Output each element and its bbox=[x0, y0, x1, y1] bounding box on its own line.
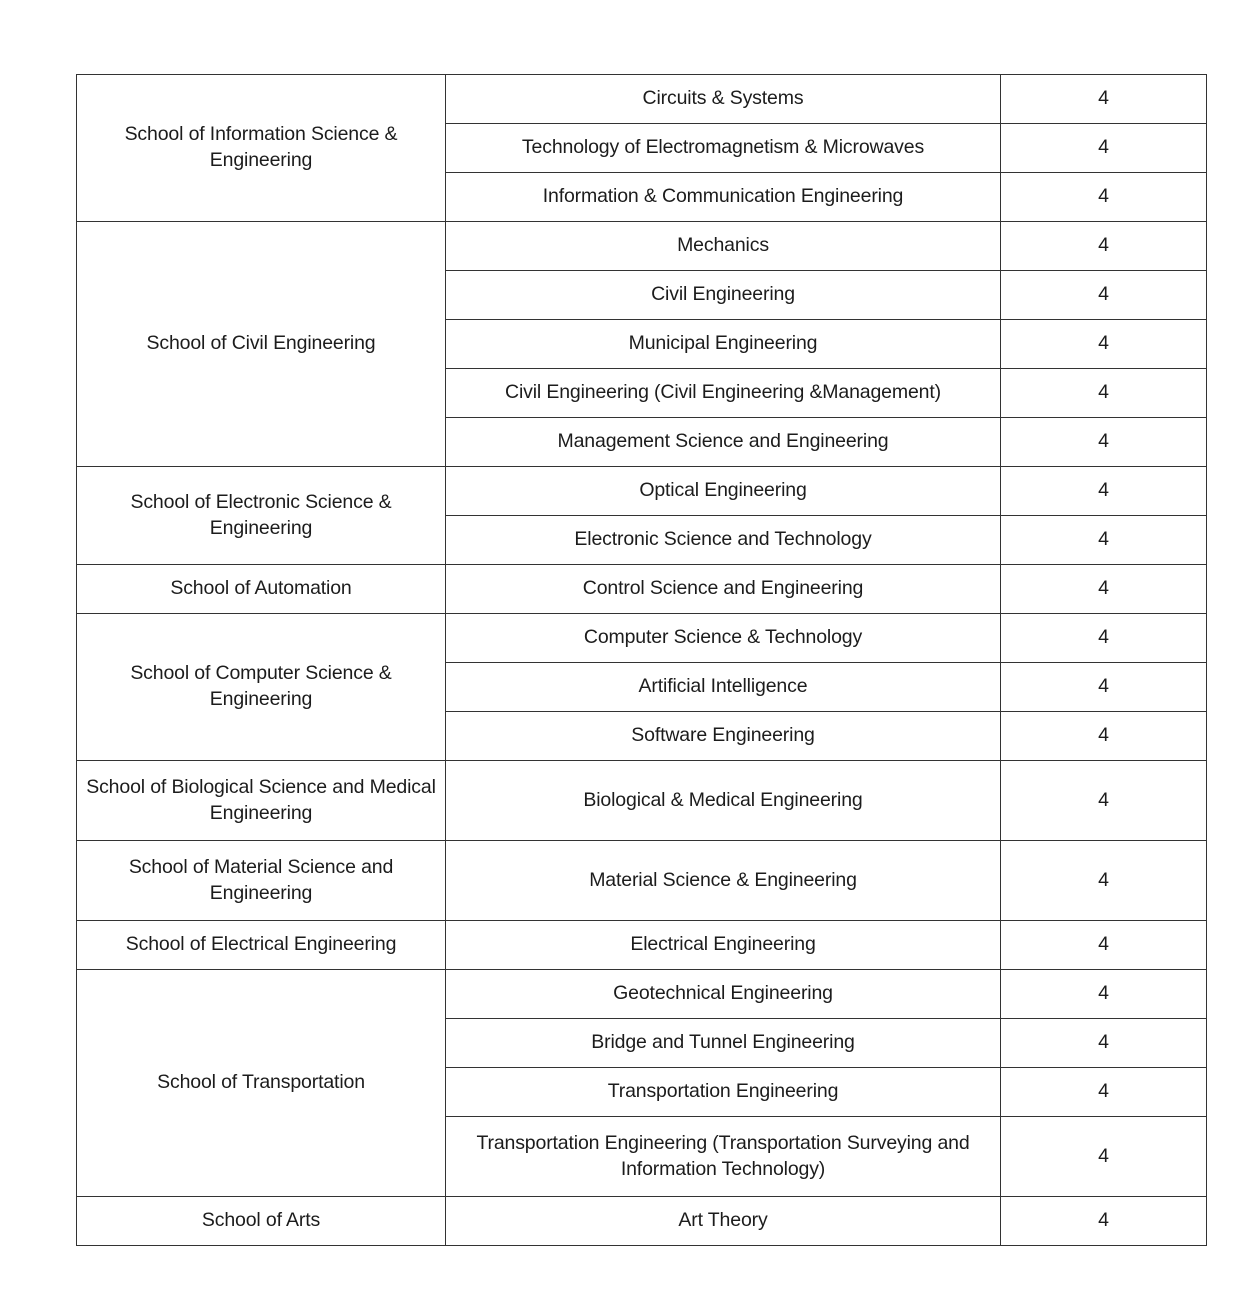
major-name-cell bbox=[446, 124, 1001, 173]
table-row bbox=[77, 1197, 1207, 1246]
table-row bbox=[77, 970, 1207, 1019]
major-name-label: Technology of Electromagnetism & Microwaves bbox=[521, 136, 925, 159]
major-name-label: Geotechnical Engineering bbox=[613, 982, 833, 1005]
duration-years-value: 4 bbox=[1098, 332, 1109, 355]
duration-years-cell bbox=[1001, 1117, 1207, 1197]
school-name-cell bbox=[77, 970, 446, 1197]
major-name-cell bbox=[446, 75, 1001, 124]
duration-years-cell bbox=[1001, 970, 1207, 1019]
duration-years-cell bbox=[1001, 271, 1207, 320]
duration-years-value: 4 bbox=[1098, 1144, 1109, 1167]
school-name-cell bbox=[77, 614, 446, 761]
major-name-label: Control Science and Engineering bbox=[582, 577, 864, 600]
duration-years-value: 4 bbox=[1098, 430, 1109, 453]
table-row bbox=[77, 761, 1207, 841]
major-name-cell bbox=[446, 761, 1001, 841]
major-name-cell bbox=[446, 921, 1001, 970]
duration-years-value: 4 bbox=[1098, 283, 1109, 306]
major-name-cell bbox=[446, 712, 1001, 761]
major-name-cell bbox=[446, 565, 1001, 614]
table-row bbox=[77, 921, 1207, 970]
school-name-label: School of Automation bbox=[170, 577, 352, 600]
major-name-label: Material Science & Engineering bbox=[589, 868, 857, 891]
table-row bbox=[77, 841, 1207, 921]
duration-years-value: 4 bbox=[1098, 577, 1109, 600]
school-name-cell bbox=[77, 565, 446, 614]
major-name-cell bbox=[446, 614, 1001, 663]
duration-years-cell bbox=[1001, 516, 1207, 565]
duration-years-value: 4 bbox=[1098, 724, 1109, 747]
duration-years-cell bbox=[1001, 173, 1207, 222]
major-name-label: Electrical Engineering bbox=[630, 933, 816, 956]
major-name-label: Electronic Science and Technology bbox=[574, 528, 872, 551]
school-name-label: School of Computer Science & Engineering bbox=[130, 662, 392, 710]
duration-years-value: 4 bbox=[1098, 185, 1109, 208]
school-name-cell bbox=[77, 841, 446, 921]
school-name-label: School of Transportation bbox=[157, 1071, 365, 1094]
school-name-label: School of Material Science and Engineering bbox=[128, 855, 394, 904]
duration-years-cell bbox=[1001, 565, 1207, 614]
major-name-label: Optical Engineering bbox=[639, 479, 807, 502]
school-name-label: School of Civil Engineering bbox=[146, 332, 376, 355]
duration-years-cell bbox=[1001, 124, 1207, 173]
major-name-label: Software Engineering bbox=[631, 724, 815, 747]
duration-years-cell bbox=[1001, 320, 1207, 369]
major-name-label: Mechanics bbox=[677, 234, 769, 257]
duration-years-cell bbox=[1001, 712, 1207, 761]
duration-years-value: 4 bbox=[1098, 1209, 1109, 1232]
duration-years-value: 4 bbox=[1098, 626, 1109, 649]
school-name-label: School of Electronic Science & Engineering bbox=[130, 490, 392, 539]
academic-programs-table bbox=[76, 74, 1207, 1246]
major-name-label: Artificial Intelligence bbox=[638, 675, 808, 698]
school-name-cell bbox=[77, 75, 446, 222]
school-name-label: School of Arts bbox=[201, 1209, 321, 1232]
school-name-cell bbox=[77, 761, 446, 841]
major-name-label: Civil Engineering bbox=[651, 283, 795, 306]
major-name-cell bbox=[446, 418, 1001, 467]
major-name-label: Bridge and Tunnel Engineering bbox=[591, 1031, 855, 1054]
duration-years-value: 4 bbox=[1098, 87, 1109, 110]
school-name-label: School of Electrical Engineering bbox=[125, 933, 397, 956]
duration-years-value: 4 bbox=[1098, 1031, 1109, 1054]
major-name-label: Transportation Engineering (Transportation Surveying and Information Technology) bbox=[476, 1131, 970, 1180]
major-name-cell bbox=[446, 467, 1001, 516]
major-name-label: Civil Engineering (Civil Engineering &Management) bbox=[505, 381, 941, 404]
duration-years-cell bbox=[1001, 1197, 1207, 1246]
duration-years-cell bbox=[1001, 222, 1207, 271]
school-name-label: School of Biological Science and Medical Engineering bbox=[86, 775, 436, 824]
major-name-cell bbox=[446, 970, 1001, 1019]
table-row bbox=[77, 467, 1207, 516]
school-name-cell bbox=[77, 467, 446, 565]
major-name-cell bbox=[446, 271, 1001, 320]
major-name-cell bbox=[446, 1019, 1001, 1068]
major-name-label: Biological & Medical Engineering bbox=[583, 788, 863, 811]
major-name-label: Management Science and Engineering bbox=[557, 430, 889, 453]
duration-years-value: 4 bbox=[1098, 136, 1109, 159]
duration-years-value: 4 bbox=[1098, 933, 1109, 956]
duration-years-value: 4 bbox=[1098, 528, 1109, 551]
duration-years-value: 4 bbox=[1098, 788, 1109, 811]
table-body bbox=[77, 75, 1207, 1246]
major-name-cell bbox=[446, 663, 1001, 712]
major-name-cell bbox=[446, 173, 1001, 222]
duration-years-value: 4 bbox=[1098, 675, 1109, 698]
major-name-label: Circuits & Systems bbox=[642, 87, 804, 110]
table-row bbox=[77, 222, 1207, 271]
duration-years-cell bbox=[1001, 614, 1207, 663]
major-name-cell bbox=[446, 1068, 1001, 1117]
school-name-cell bbox=[77, 222, 446, 467]
school-name-label: School of Information Science & Engineering bbox=[124, 123, 398, 171]
major-name-label: Information & Communication Engineering bbox=[542, 185, 904, 208]
table-row bbox=[77, 614, 1207, 663]
table-row bbox=[77, 75, 1207, 124]
major-name-label: Municipal Engineering bbox=[628, 332, 818, 355]
duration-years-value: 4 bbox=[1098, 234, 1109, 257]
school-name-cell bbox=[77, 1197, 446, 1246]
major-name-cell bbox=[446, 369, 1001, 418]
duration-years-cell bbox=[1001, 921, 1207, 970]
duration-years-cell bbox=[1001, 761, 1207, 841]
duration-years-cell bbox=[1001, 1019, 1207, 1068]
major-name-label: Transportation Engineering bbox=[607, 1080, 839, 1103]
major-name-label: Computer Science & Technology bbox=[583, 626, 863, 649]
major-name-cell bbox=[446, 841, 1001, 921]
duration-years-value: 4 bbox=[1098, 982, 1109, 1005]
duration-years-cell bbox=[1001, 418, 1207, 467]
major-name-cell bbox=[446, 1197, 1001, 1246]
duration-years-cell bbox=[1001, 1068, 1207, 1117]
major-name-cell bbox=[446, 516, 1001, 565]
major-name-cell bbox=[446, 222, 1001, 271]
major-name-cell bbox=[446, 1117, 1001, 1197]
duration-years-cell bbox=[1001, 467, 1207, 516]
major-name-cell bbox=[446, 320, 1001, 369]
duration-years-cell bbox=[1001, 663, 1207, 712]
duration-years-cell bbox=[1001, 75, 1207, 124]
duration-years-cell bbox=[1001, 369, 1207, 418]
major-name-label: Art Theory bbox=[678, 1209, 768, 1232]
duration-years-value: 4 bbox=[1098, 868, 1109, 891]
duration-years-value: 4 bbox=[1098, 479, 1109, 502]
duration-years-value: 4 bbox=[1098, 381, 1109, 404]
school-name-cell bbox=[77, 921, 446, 970]
duration-years-value: 4 bbox=[1098, 1080, 1109, 1103]
duration-years-cell bbox=[1001, 841, 1207, 921]
table-row bbox=[77, 565, 1207, 614]
